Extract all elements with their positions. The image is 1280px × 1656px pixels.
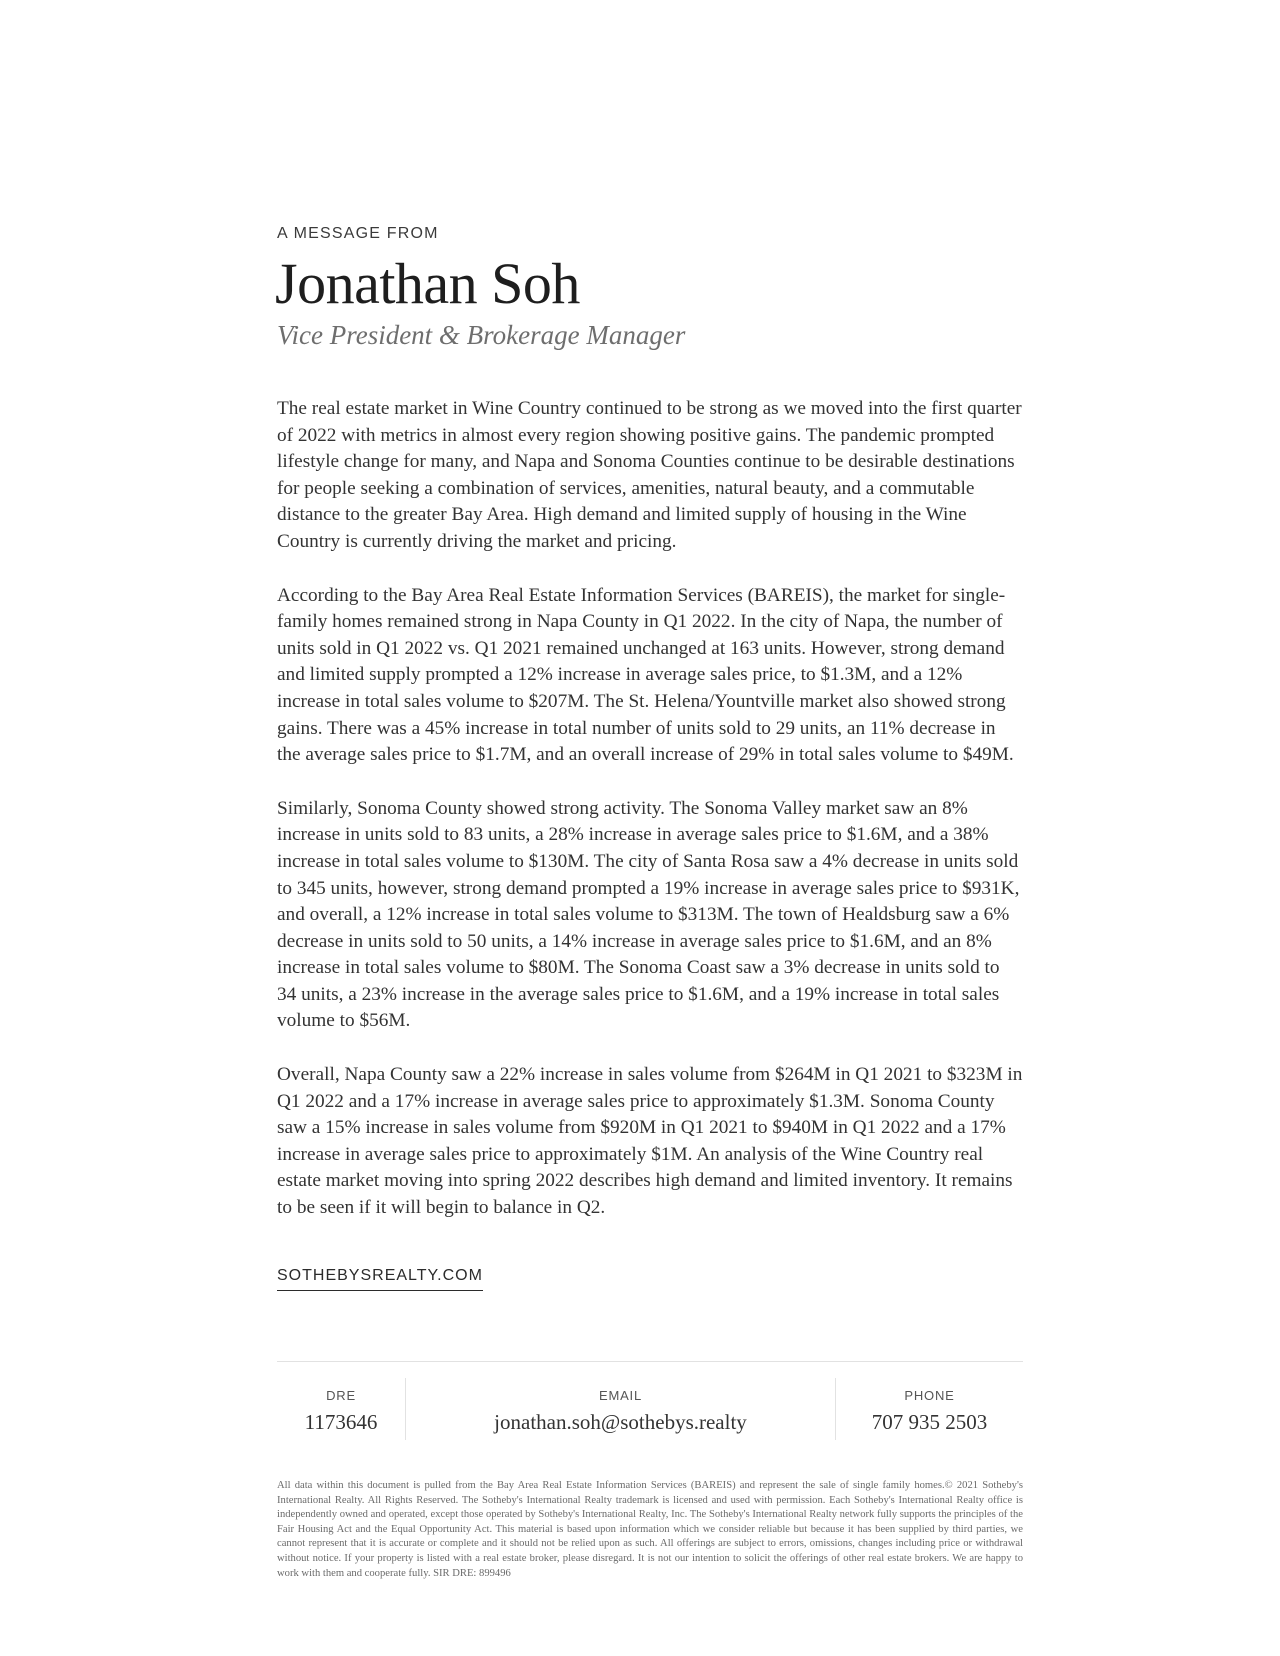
phone-cell xyxy=(836,1378,1023,1440)
email-value[interactable]: jonathan.soh@sothebys.realty xyxy=(494,1410,747,1434)
author-name: Jonathan Soh xyxy=(275,251,580,316)
email-label: EMAIL xyxy=(598,1388,642,1403)
legal-disclaimer: All data within this document is pulled from the Bay Area Real Estate Information Services (BAREIS) and represent the sale of single family homes.© 2021 Sotheby's International Realty. All Rights Reserved. The Sotheby's International Realty trademark is licensed and used with permission. Each Sotheby's International Realty office is independently owned and operated, except those operated by Sotheby's International Realty, Inc. The Sotheby's International Realty network fully supports the principles of the Fair Housing Act and the Equal Opportunity Act. This material is based upon information which we consider reliable but because it has been supplied by third parties, we cannot represent that it is accurate or complete and it should not be relied upon as such. All offerings are subject to errors, omissions, changes including price or withdrawal without notice. If your property is listed with a real estate broker, please disregard. It is not our intention to solicit the offerings of other real estate brokers. We are happy to work with them and cooperate fully. SIR DRE: 899496 xyxy=(277,1480,1023,1579)
contact-bar xyxy=(277,1361,1023,1440)
dre-label: DRE xyxy=(326,1388,356,1403)
author-role: Vice President & Brokerage Manager xyxy=(277,320,686,350)
body-paragraph: The real estate market in Wine Country continued to be strong as we moved into the first quarter of 2022 with metrics in almost every region showing positive gains. The pandemic prompted lifestyle change for many, and Napa and Sonoma Counties continue to be desirable destinations for people seeking a combination of services, amenities, natural beauty, and a commutable distance to the greater Bay Area. High demand and limited supply of housing in the Wine Country is currently driving the market and pricing. xyxy=(277,398,1022,552)
message-content xyxy=(277,224,1023,1291)
message-body xyxy=(277,396,1023,1222)
body-paragraph: Overall, Napa County saw a 22% increase in sales volume from $264M in Q1 2021 to $323M in Q1 2022 and a 17% increase in average sales price to approximately $1.3M. Sonoma County saw a 15% increase in sales volume from $920M in Q1 2021 to $940M in Q1 2022 and a 17% increase in average sales price to approximately $1M. An analysis of the Wine Country real estate market moving into spring 2022 describes high demand and limited inventory. It remains to be seen if it will begin to balance in Q2. xyxy=(277,1064,1023,1219)
email-cell xyxy=(406,1378,836,1440)
phone-label: PHONE xyxy=(904,1388,955,1403)
body-paragraph: Similarly, Sonoma County showed strong activity. The Sonoma Valley market saw an 8% increase in units sold to 83 units, a 28% increase in average sales price to $1.6M, and a 38% increase in total sales volume to $130M. The city of Santa Rosa saw a 4% decrease in units sold to 345 units, however, strong demand prompted a 19% increase in average sales price to $931K, and overall, a 12% increase in total sales volume to $313M. The town of Healdsburg saw a 6% decrease in units sold to 50 units, a 14% increase in average sales price to $1.6M, and an 8% increase in total sales volume to $80M. The Sonoma Coast saw a 3% decrease in units sold to 34 units, a 23% increase in the average sales price to $1.6M, and a 19% increase in total sales volume to $56M. xyxy=(277,797,1020,1032)
body-paragraph: According to the Bay Area Real Estate Information Services (BAREIS), the market for single-family homes remained strong in Napa County in Q1 2022. In the city of Napa, the number of units sold in Q1 2022 vs. Q1 2021 remained unchanged at 163 units. However, strong demand and limited supply prompted a 12% increase in average sales price, to $1.3M, and a 12% increase in total sales volume to $207M. The St. Helena/Yountville market also showed strong gains. There was a 45% increase in total number of units sold to 29 units, an 11% decrease in the average sales price to $1.7M, and an overall increase of 29% in total sales volume to $49M. xyxy=(277,584,1014,766)
dre-cell xyxy=(277,1378,406,1440)
dre-value: 1173646 xyxy=(304,1410,378,1434)
website-link[interactable]: SOTHEBYSREALTY.COM xyxy=(277,1267,483,1291)
eyebrow-label: A MESSAGE FROM xyxy=(277,225,439,242)
phone-value[interactable]: 707 935 2503 xyxy=(871,1410,988,1434)
